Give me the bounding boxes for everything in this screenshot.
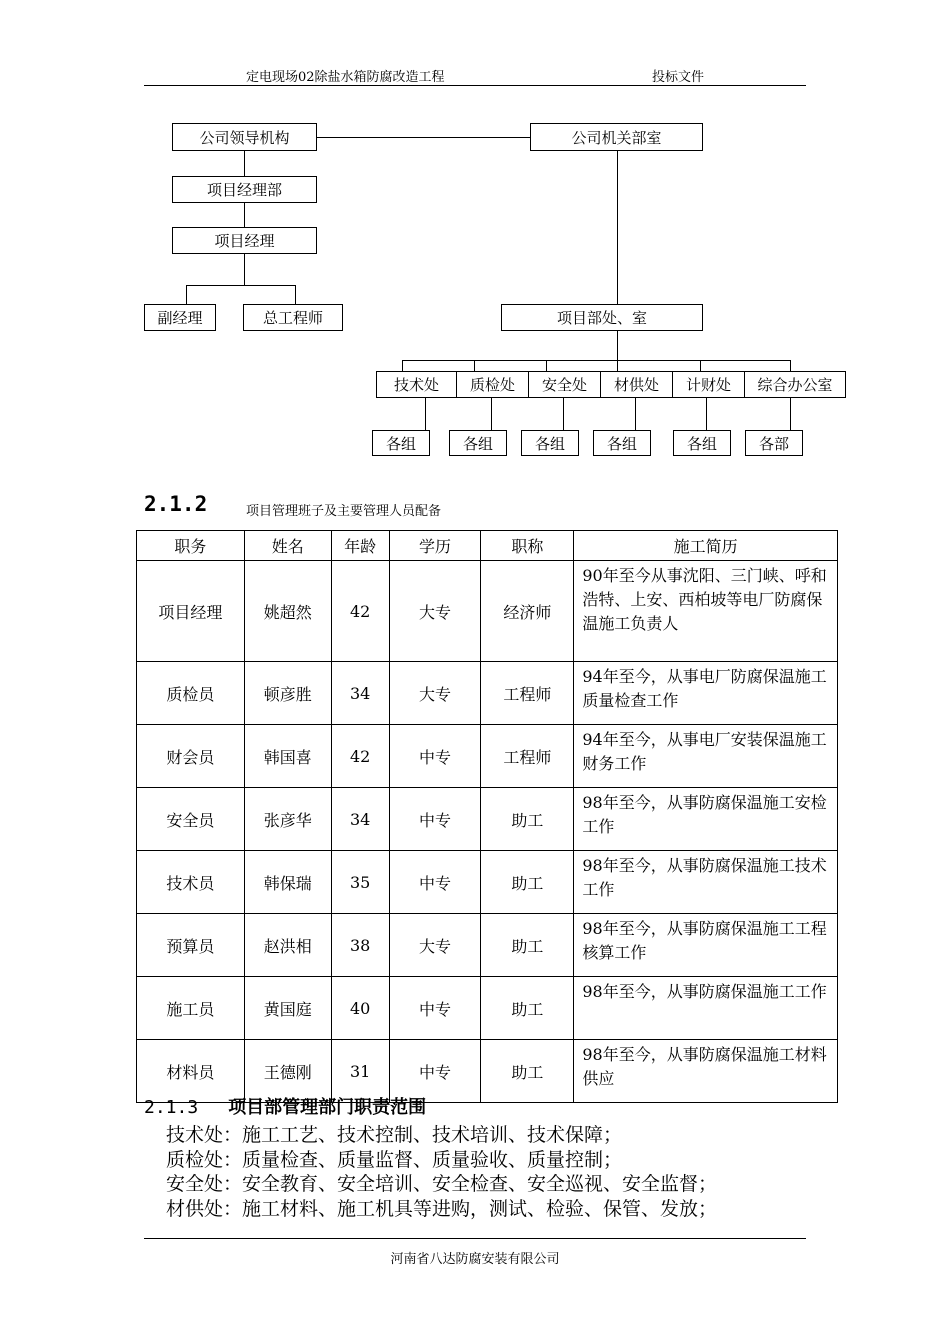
- org-group-5: 各组: [673, 430, 731, 456]
- org-group-3: 各组: [521, 430, 579, 456]
- org-group-2: 各组: [449, 430, 507, 456]
- col-header-education: 学历: [389, 531, 481, 561]
- org-office-materials: 材供处: [601, 372, 673, 397]
- cell-position: 材料员: [137, 1040, 245, 1103]
- org-office-general: 综合办公室: [757, 376, 833, 394]
- cell-name: 黄国庭: [244, 977, 331, 1040]
- line-to-office-1: [402, 360, 403, 371]
- cell-title: 经济师: [481, 561, 574, 662]
- line-group-2: [491, 397, 492, 430]
- org-group-1: 各组: [372, 430, 430, 456]
- line-group-4: [635, 397, 636, 430]
- cell-education: 中专: [389, 977, 481, 1040]
- cell-position: 财会员: [137, 725, 245, 788]
- cell-title: 工程师: [481, 725, 574, 788]
- col-header-name: 姓名: [244, 531, 331, 561]
- line-group-5: [706, 397, 707, 430]
- line-group-1: [425, 397, 426, 430]
- cell-name: 张彦华: [244, 788, 331, 851]
- line-pm-down: [244, 253, 245, 285]
- org-deputy-manager: 副经理: [144, 304, 216, 331]
- org-office-safety: 安全处: [529, 372, 601, 397]
- duty-line-quality: 质检处：质量检查、质量监督、质量验收、质量控制；: [166, 1149, 623, 1171]
- footer-rule: [144, 1238, 806, 1239]
- cell-title: 助工: [481, 1040, 574, 1103]
- cell-name: 王德刚: [244, 1040, 331, 1103]
- cell-name: 姚超然: [244, 561, 331, 662]
- cell-position: 预算员: [137, 914, 245, 977]
- cell-name: 韩保瑞: [244, 851, 331, 914]
- cell-resume: 98年至今，从事防腐保温施工安检工作: [574, 788, 838, 851]
- col-header-position: 职务: [137, 531, 245, 561]
- cell-resume: 98年至今，从事防腐保温施工工作: [574, 977, 838, 1040]
- cell-resume: 94年至今，从事电厂防腐保温施工质量检查工作: [574, 662, 838, 725]
- org-project-manager: 项目经理: [172, 227, 317, 254]
- line-leader-to-departments: [317, 137, 530, 138]
- section-title: 项目管理班子及主要管理人员配备: [246, 504, 442, 519]
- cell-age: 34: [331, 788, 389, 851]
- line-leader-to-pm-dept: [244, 151, 245, 176]
- staff-table: [136, 530, 838, 1103]
- cell-age: 31: [331, 1040, 389, 1103]
- org-office-finance: 计财处: [673, 372, 745, 397]
- cell-education: 中专: [389, 788, 481, 851]
- cell-position: 施工员: [137, 977, 245, 1040]
- cell-name: 韩国喜: [244, 725, 331, 788]
- line-to-office-4: [617, 360, 618, 371]
- col-header-age: 年龄: [331, 531, 389, 561]
- cell-title: 助工: [481, 851, 574, 914]
- cell-resume: 98年至今，从事防腐保温施工工程核算工作: [574, 914, 838, 977]
- table-row: [137, 725, 838, 788]
- cell-title: 助工: [481, 788, 574, 851]
- line-group-3: [563, 397, 564, 430]
- line-to-office-5: [700, 360, 701, 371]
- cell-education: 中专: [389, 1040, 481, 1103]
- col-header-title: 职称: [481, 531, 574, 561]
- table-row: [137, 788, 838, 851]
- section-number: 2.1.2: [144, 492, 208, 516]
- cell-resume: 98年至今，从事防腐保温施工技术工作: [574, 851, 838, 914]
- cell-position: 质检员: [137, 662, 245, 725]
- duty-line-safety: 安全处：安全教育、安全培训、安全检查、安全巡视、安全监督；: [166, 1173, 718, 1195]
- cell-resume: 90年至今从事沈阳、三门峡、呼和浩特、上安、西柏坡等电厂防腐保温施工负责人: [574, 561, 838, 662]
- cell-title: 助工: [481, 977, 574, 1040]
- section-title: 项目部管理部门职责范围: [228, 1097, 427, 1118]
- footer-company: 河南省八达防腐安装有限公司: [390, 1252, 560, 1267]
- cell-age: 34: [331, 662, 389, 725]
- table-row: [137, 914, 838, 977]
- cell-education: 大专: [389, 914, 481, 977]
- cell-age: 38: [331, 914, 389, 977]
- cell-position: 项目经理: [137, 561, 245, 662]
- line-departments-to-offices: [617, 150, 618, 305]
- line-pm-dept-to-pm: [244, 202, 245, 228]
- org-offices-row: [376, 371, 846, 398]
- cell-title: 助工: [481, 914, 574, 977]
- col-header-resume: 施工简历: [574, 531, 838, 561]
- org-office-tech: 技术处: [377, 372, 457, 397]
- cell-education: 大专: [389, 561, 481, 662]
- cell-education: 中专: [389, 851, 481, 914]
- line-to-deputy: [186, 285, 187, 305]
- org-project-offices: 项目部处、室: [501, 304, 703, 331]
- cell-age: 42: [331, 725, 389, 788]
- cell-resume: 94年至今，从事电厂安装保温施工财务工作: [574, 725, 838, 788]
- duty-line-tech: 技术处：施工工艺、技术控制、技术培训、技术保障；: [166, 1124, 623, 1146]
- header-doc-type: 投标文件: [652, 70, 705, 85]
- org-company-departments: 公司机关部室: [530, 123, 703, 151]
- cell-age: 42: [331, 561, 389, 662]
- table-row: [137, 662, 838, 725]
- cell-name: 赵洪相: [244, 914, 331, 977]
- line-group-6: [790, 397, 791, 430]
- cell-position: 技术员: [137, 851, 245, 914]
- table-row: [137, 851, 838, 914]
- org-group-6: 各部: [745, 430, 803, 456]
- duty-line-materials: 材供处：施工材料、施工机具等进购，测试、检验、保管、发放；: [166, 1198, 718, 1220]
- line-to-chief-engineer: [295, 285, 296, 305]
- line-to-office-3: [546, 360, 547, 371]
- cell-resume: 98年至今，从事防腐保温施工材料供应: [574, 1040, 838, 1103]
- cell-title: 工程师: [481, 662, 574, 725]
- cell-education: 中专: [389, 725, 481, 788]
- cell-name: 顿彦胜: [244, 662, 331, 725]
- line-to-office-2: [474, 360, 475, 371]
- org-chart: [0, 0, 950, 470]
- cell-education: 大专: [389, 662, 481, 725]
- org-office-quality: 质检处: [457, 372, 529, 397]
- org-project-management-dept: 项目经理部: [172, 176, 317, 203]
- line-offices-down: [617, 330, 618, 360]
- cell-age: 40: [331, 977, 389, 1040]
- section-number: 2.1.3: [144, 1097, 199, 1118]
- org-company-leadership: 公司领导机构: [172, 123, 317, 151]
- org-chief-engineer: 总工程师: [243, 304, 343, 331]
- line-to-office-6: [790, 360, 791, 371]
- section-2-1-3-heading: [144, 1093, 426, 1119]
- cell-position: 安全员: [137, 788, 245, 851]
- header-project-title: 定电现场02除盐水箱防腐改造工程: [246, 70, 445, 85]
- org-group-4: 各组: [593, 430, 651, 456]
- line-offices-branch: [402, 360, 791, 361]
- line-pm-branch: [186, 285, 296, 286]
- table-row: [137, 561, 838, 662]
- cell-age: 35: [331, 851, 389, 914]
- table-header-row: [137, 531, 838, 561]
- section-2-1-2-heading: [144, 492, 442, 519]
- table-row: [137, 977, 838, 1040]
